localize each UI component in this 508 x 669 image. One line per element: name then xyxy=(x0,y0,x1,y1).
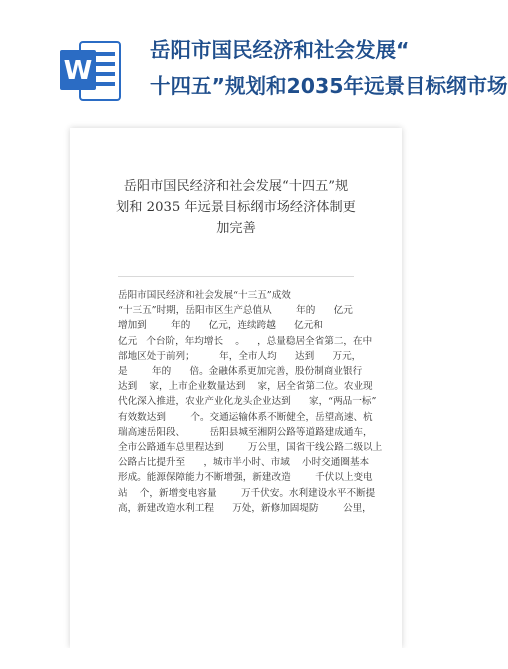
body-line: “十三五”时期，岳阳市区生产总值从 年的 亿元 xyxy=(118,305,353,317)
body-line: 代化深入推进，农业产业化龙头企业达到 家，“两品一标” xyxy=(118,396,377,408)
svg-text:W: W xyxy=(63,56,93,86)
bottom-margin xyxy=(0,648,474,669)
body-line: 全市公路通车总里程达到 万公里，国省干线公路二级以上 xyxy=(118,442,383,454)
body-line: 公路占比提升至 ，城市半小时、市域 小时交通圈基本 xyxy=(118,457,370,469)
document-title-line-2: 划和 2035 年远景目标纲市场经济体制更 xyxy=(116,200,356,215)
banner-title xyxy=(150,32,508,104)
body-line: 瑞高速岳阳段、 岳阳县城至湘阴公路等道路建成通车， xyxy=(118,426,373,438)
body-line: 部地区处于前列； 年，全市人均 达到 万元， xyxy=(118,350,362,362)
body-line: 站 个，新增变电容量 万千伏安。水利建设水平不断提 xyxy=(118,487,376,499)
body-line: 高，新建改造水利工程 万处，新修加固堤防 公里， xyxy=(118,502,372,514)
body-line: 岳阳市国民经济和社会发展“十三五”成效 xyxy=(118,290,291,301)
body-line: 有效数达到 个。交通运输体系不断健全，岳望高速、杭 xyxy=(118,411,373,423)
document-title-line-3: 加完善 xyxy=(216,221,256,236)
body-line: 是 年的 倍。金融体系更加完善，股份制商业银行 xyxy=(118,366,363,378)
banner xyxy=(0,0,508,128)
title-divider xyxy=(118,276,354,277)
body-line: 达到 家，上市企业数量达到 家，居全省第二位。农业现 xyxy=(118,381,373,393)
word-document-icon xyxy=(60,38,122,104)
banner-title-line-2: 十四五”规划和2035年远景目标纲市场 xyxy=(150,74,508,98)
document-title-line-1: 岳阳市国民经济和社会发展“十四五”规 xyxy=(123,179,349,194)
body-line: 增加到 年的 亿元，连续跨越 亿元和 xyxy=(118,320,323,332)
document-body xyxy=(118,288,383,516)
document-title xyxy=(88,176,384,239)
document-page xyxy=(70,128,402,648)
body-line: 亿元 个台阶，年均增长 。 ，总量稳居全省第二，在中 xyxy=(118,335,373,347)
banner-title-line-1: 岳阳市国民经济和社会发展“ xyxy=(150,38,410,62)
body-line: 形成。能源保障能力不断增强，新建改造 千伏以上变电 xyxy=(118,472,373,484)
